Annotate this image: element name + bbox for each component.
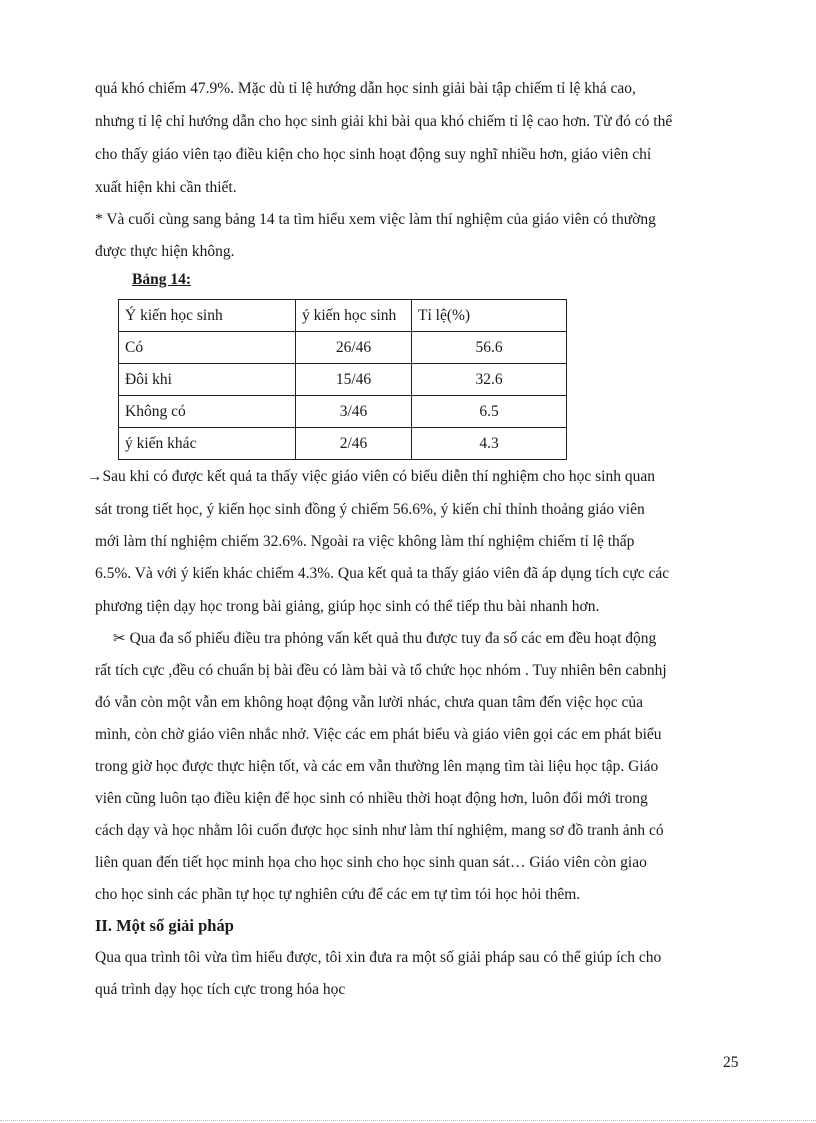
paragraph-line: viên cũng luôn tạo điều kiện để học sinh có nhiều thời hoạt động hơn, luôn đổi mới trong bbox=[95, 790, 648, 807]
table-cell: 2/46 bbox=[296, 428, 412, 460]
table-cell: Có bbox=[119, 332, 296, 364]
paragraph-line bbox=[113, 628, 763, 649]
table-cell: Đôi khi bbox=[119, 364, 296, 396]
paragraph-line: xuất hiện khi cần thiết. bbox=[95, 179, 237, 196]
paragraph-line: mình, còn chờ giáo viên nhắc nhở. Việc các em phát biểu và giáo viên gọi các em phát biểu bbox=[95, 726, 662, 743]
paragraph-line: rất tích cực ,đều có chuẩn bị bài đều có làm bài và tổ chức học nhóm . Tuy nhiên bên cabnhj bbox=[95, 662, 667, 679]
paragraph-line: phương tiện dạy học trong bài giảng, giúp học sinh có thể tiếp thu bài nhanh hơn. bbox=[95, 598, 600, 615]
paragraph-line: →Sau khi có được kết quả ta thấy việc giáo viên có biểu diễn thí nghiệm cho học sinh quan bbox=[87, 468, 655, 485]
table-cell: Không có bbox=[119, 396, 296, 428]
page-bottom-divider bbox=[0, 1120, 816, 1121]
paragraph-line: quá trình dạy học tích cực trong hóa học bbox=[95, 981, 346, 998]
table-row bbox=[119, 364, 567, 396]
scissors-icon: ✂ bbox=[113, 629, 126, 647]
table-row bbox=[119, 428, 567, 460]
page-number: 25 bbox=[723, 1054, 739, 1071]
paragraph-line: liên quan đến tiết học minh họa cho học sinh cho học sinh quan sát… Giáo viên còn giao bbox=[95, 854, 647, 871]
paragraph-line: sát trong tiết học, ý kiến học sinh đồng ý chiếm 56.6%, ý kiến chỉ thỉnh thoảng giáo viên bbox=[95, 501, 645, 518]
table-cell: 3/46 bbox=[296, 396, 412, 428]
table-cell: 6.5 bbox=[412, 396, 567, 428]
table-cell: 56.6 bbox=[412, 332, 567, 364]
paragraph-line: cho học sinh các phần tự học tự nghiên cứu để các em tự tìm tói học hỏi thêm. bbox=[95, 886, 581, 903]
table-header-cell: ý kiến học sinh bbox=[296, 300, 412, 332]
paragraph-line: cho thấy giáo viên tạo điều kiện cho học sinh hoạt động suy nghĩ nhiều hơn, giáo viên chỉ bbox=[95, 146, 652, 163]
paragraph-text: Qua đa số phiếu điều tra phỏng vấn kết quả thu được tuy đa số các em đều hoạt động bbox=[129, 630, 657, 647]
table-cell: 26/46 bbox=[296, 332, 412, 364]
table-cell: 15/46 bbox=[296, 364, 412, 396]
paragraph-line: cách dạy và học nhằm lôi cuốn được học sinh như làm thí nghiệm, mang sơ đồ tranh ảnh có bbox=[95, 822, 664, 839]
section-heading: II. Một số giải pháp bbox=[95, 916, 234, 935]
paragraph-line: nhưng tỉ lệ chỉ hướng dẫn cho học sinh giải khi bài qua khó chiếm tỉ lệ cao hơn. Từ đó có thể bbox=[95, 113, 673, 130]
table-cell: 4.3 bbox=[412, 428, 567, 460]
results-table bbox=[118, 299, 567, 460]
paragraph-line: 6.5%. Và với ý kiến khác chiếm 4.3%. Qua kết quả ta thấy giáo viên đã áp dụng tích cực các bbox=[95, 565, 670, 582]
paragraph-line: được thực hiện không. bbox=[95, 243, 235, 260]
paragraph-line: trong giờ học được thực hiện tốt, và các em vẫn thường lên mạng tìm tài liệu học tập. Giáo bbox=[95, 758, 659, 775]
table-cell: ý kiến khác bbox=[119, 428, 296, 460]
table-cell: 32.6 bbox=[412, 364, 567, 396]
paragraph-line: đó vẫn còn một vẫn em không hoạt động vẫn lười nhác, chưa quan tâm đến việc học của bbox=[95, 694, 643, 711]
table-row bbox=[119, 396, 567, 428]
table-header-cell: Ý kiến học sinh bbox=[119, 300, 296, 332]
paragraph-line: * Và cuối cùng sang bảng 14 ta tìm hiểu xem việc làm thí nghiệm của giáo viên có thường bbox=[95, 211, 656, 228]
paragraph-line: quá khó chiếm 47.9%. Mặc dù tỉ lệ hướng dẫn học sinh giải bài tập chiếm tỉ lệ khá cao, bbox=[95, 80, 636, 97]
paragraph-line: Qua qua trình tôi vừa tìm hiểu được, tôi xin đưa ra một số giải pháp sau có thể giúp ích cho bbox=[95, 949, 662, 966]
table-header-row bbox=[119, 300, 567, 332]
table-title: Bảng 14: bbox=[132, 271, 191, 288]
paragraph-line: mới làm thí nghiệm chiếm 32.6%. Ngoài ra việc không làm thí nghiệm chiếm tỉ lệ thấp bbox=[95, 533, 635, 550]
table-header-cell: Tỉ lệ(%) bbox=[412, 300, 567, 332]
table-row bbox=[119, 332, 567, 364]
